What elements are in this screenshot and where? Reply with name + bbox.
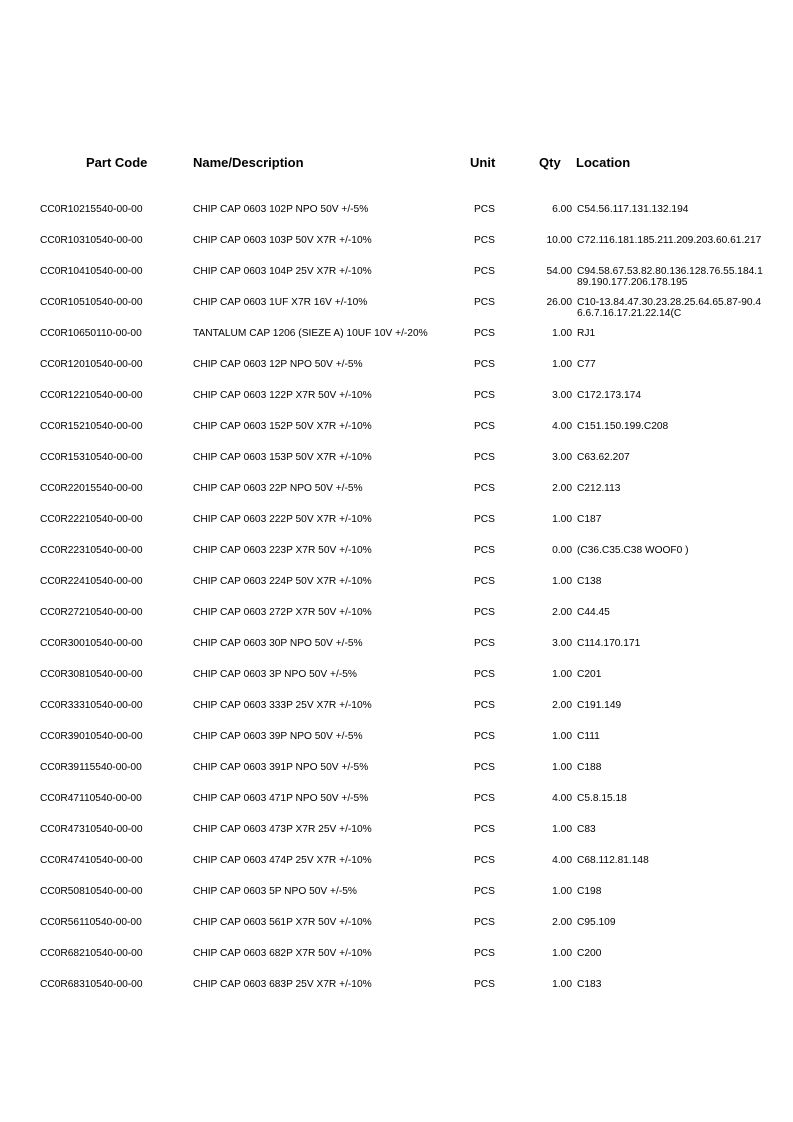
- part-code-cell: CC0R47110540-00-00: [40, 793, 142, 804]
- unit-cell: PCS: [474, 824, 495, 835]
- unit-cell: PCS: [474, 390, 495, 401]
- description-cell: TANTALUM CAP 1206 (SIEZE A) 10UF 10V +/-20%: [193, 328, 428, 339]
- location-cell: C54.56.117.131.132.194: [577, 204, 689, 215]
- part-code-cell: CC0R10650110-00-00: [40, 328, 142, 339]
- location-cell: C63.62.207: [577, 452, 630, 463]
- unit-cell: PCS: [474, 235, 495, 246]
- table-row: [0, 483, 793, 514]
- header-unit: Unit: [470, 155, 496, 170]
- qty-cell: 1.00: [552, 669, 572, 680]
- unit-cell: PCS: [474, 359, 495, 370]
- qty-cell: 1.00: [552, 979, 572, 990]
- unit-cell: PCS: [474, 917, 495, 928]
- qty-cell: 1.00: [552, 762, 572, 773]
- part-code-cell: CC0R30010540-00-00: [40, 638, 143, 649]
- qty-cell: 1.00: [552, 328, 572, 339]
- unit-cell: PCS: [474, 576, 495, 587]
- description-cell: CHIP CAP 0603 39P NPO 50V +/-5%: [193, 731, 363, 742]
- table-row: [0, 266, 793, 297]
- part-code-cell: CC0R27210540-00-00: [40, 607, 143, 618]
- part-code-cell: CC0R50810540-00-00: [40, 886, 143, 897]
- table-row: [0, 297, 793, 328]
- location-cell: C5.8.15.18: [577, 793, 627, 804]
- location-cell: C201: [577, 669, 602, 680]
- header-location: Location: [576, 155, 631, 170]
- table-row: [0, 607, 793, 638]
- part-code-cell: CC0R10215540-00-00: [40, 204, 143, 215]
- location-cell: C114.170.171: [577, 638, 641, 649]
- description-cell: CHIP CAP 0603 103P 50V X7R +/-10%: [193, 235, 372, 246]
- location-cell: C172.173.174: [577, 390, 642, 401]
- location-cell: C10-13.84.47.30.23.28.25.64.65.87-90.46.6.7.16.17.21.22.14(C: [577, 297, 762, 319]
- location-cell: C138: [577, 576, 602, 587]
- unit-cell: PCS: [474, 483, 495, 494]
- header-qty: Qty: [539, 155, 561, 170]
- part-code-cell: CC0R22015540-00-00: [40, 483, 143, 494]
- location-cell: C94.58.67.53.82.80.136.128.76.55.184.189.190.177.206.178.195: [577, 266, 763, 288]
- location-cell: C200: [577, 948, 602, 959]
- location-cell: C191.149: [577, 700, 622, 711]
- part-code-cell: CC0R22210540-00-00: [40, 514, 143, 525]
- part-code-cell: CC0R68210540-00-00: [40, 948, 143, 959]
- table-row: [0, 762, 793, 793]
- unit-cell: PCS: [474, 514, 495, 525]
- qty-cell: 10.00: [546, 235, 572, 246]
- qty-cell: 2.00: [552, 917, 572, 928]
- part-code-cell: CC0R12010540-00-00: [40, 359, 143, 370]
- table-row: [0, 390, 793, 421]
- table-row: [0, 948, 793, 979]
- part-code-cell: CC0R68310540-00-00: [40, 979, 143, 990]
- table-row: [0, 886, 793, 917]
- location-cell: C183: [577, 979, 602, 990]
- part-code-cell: CC0R10510540-00-00: [40, 297, 143, 308]
- header-part-code: Part Code: [86, 155, 148, 170]
- location-cell: C198: [577, 886, 602, 897]
- qty-cell: 54.00: [546, 266, 572, 277]
- part-code-cell: CC0R15210540-00-00: [40, 421, 143, 432]
- description-cell: CHIP CAP 0603 391P NPO 50V +/-5%: [193, 762, 369, 773]
- location-cell: (C36.C35.C38 WOOF0 ): [577, 545, 689, 556]
- qty-cell: 2.00: [552, 700, 572, 711]
- unit-cell: PCS: [474, 762, 495, 773]
- table-row: [0, 204, 793, 235]
- table-row: [0, 700, 793, 731]
- part-code-cell: CC0R22410540-00-00: [40, 576, 143, 587]
- qty-cell: 1.00: [552, 514, 572, 525]
- unit-cell: PCS: [474, 669, 495, 680]
- unit-cell: PCS: [474, 948, 495, 959]
- qty-cell: 3.00: [552, 638, 572, 649]
- qty-cell: 2.00: [552, 607, 572, 618]
- description-cell: CHIP CAP 0603 222P 50V X7R +/-10%: [193, 514, 372, 525]
- part-code-cell: CC0R12210540-00-00: [40, 390, 143, 401]
- unit-cell: PCS: [474, 700, 495, 711]
- qty-cell: 4.00: [552, 421, 572, 432]
- location-cell: C151.150.199.C208: [577, 421, 669, 432]
- part-code-cell: CC0R47410540-00-00: [40, 855, 143, 866]
- table-row: [0, 793, 793, 824]
- unit-cell: PCS: [474, 204, 495, 215]
- unit-cell: PCS: [474, 793, 495, 804]
- description-cell: CHIP CAP 0603 5P NPO 50V +/-5%: [193, 886, 357, 897]
- unit-cell: PCS: [474, 297, 495, 308]
- description-cell: CHIP CAP 0603 223P X7R 50V +/-10%: [193, 545, 372, 556]
- table-row: [0, 731, 793, 762]
- qty-cell: 1.00: [552, 576, 572, 587]
- qty-cell: 26.00: [546, 297, 572, 308]
- unit-cell: PCS: [474, 731, 495, 742]
- qty-cell: 3.00: [552, 452, 572, 463]
- part-code-cell: CC0R39115540-00-00: [40, 762, 142, 773]
- table-row: [0, 638, 793, 669]
- part-code-cell: CC0R56110540-00-00: [40, 917, 142, 928]
- description-cell: CHIP CAP 0603 333P 25V X7R +/-10%: [193, 700, 372, 711]
- table-row: [0, 824, 793, 855]
- qty-cell: 4.00: [552, 793, 572, 804]
- table-row: [0, 855, 793, 886]
- description-cell: CHIP CAP 0603 474P 25V X7R +/-10%: [193, 855, 372, 866]
- qty-cell: 3.00: [552, 390, 572, 401]
- table-row: [0, 979, 793, 1010]
- description-cell: CHIP CAP 0603 224P 50V X7R +/-10%: [193, 576, 372, 587]
- qty-cell: 1.00: [552, 824, 572, 835]
- unit-cell: PCS: [474, 545, 495, 556]
- qty-cell: 4.00: [552, 855, 572, 866]
- table-row: [0, 917, 793, 948]
- location-cell: C95.109: [577, 917, 616, 928]
- location-cell: C188: [577, 762, 602, 773]
- location-cell: C111: [577, 731, 600, 742]
- unit-cell: PCS: [474, 855, 495, 866]
- location-cell: C212.113: [577, 483, 621, 494]
- unit-cell: PCS: [474, 979, 495, 990]
- description-cell: CHIP CAP 0603 30P NPO 50V +/-5%: [193, 638, 363, 649]
- description-cell: CHIP CAP 0603 272P X7R 50V +/-10%: [193, 607, 372, 618]
- part-code-cell: CC0R33310540-00-00: [40, 700, 143, 711]
- description-cell: CHIP CAP 0603 152P 50V X7R +/-10%: [193, 421, 372, 432]
- description-cell: CHIP CAP 0603 22P NPO 50V +/-5%: [193, 483, 363, 494]
- header-name-description: Name/Description: [193, 155, 304, 170]
- qty-cell: 6.00: [552, 204, 572, 215]
- table-row: [0, 576, 793, 607]
- location-cell: C68.112.81.148: [577, 855, 649, 866]
- location-cell: C187: [577, 514, 602, 525]
- description-cell: CHIP CAP 0603 3P NPO 50V +/-5%: [193, 669, 357, 680]
- description-cell: CHIP CAP 0603 102P NPO 50V +/-5%: [193, 204, 369, 215]
- description-cell: CHIP CAP 0603 471P NPO 50V +/-5%: [193, 793, 369, 804]
- table-row: [0, 514, 793, 545]
- part-code-cell: CC0R10310540-00-00: [40, 235, 143, 246]
- table-header: [0, 155, 793, 173]
- table-row: [0, 452, 793, 483]
- qty-cell: 2.00: [552, 483, 572, 494]
- part-code-cell: CC0R30810540-00-00: [40, 669, 143, 680]
- table-row: [0, 421, 793, 452]
- description-cell: CHIP CAP 0603 561P X7R 50V +/-10%: [193, 917, 372, 928]
- qty-cell: 1.00: [552, 359, 572, 370]
- description-cell: CHIP CAP 0603 104P 25V X7R +/-10%: [193, 266, 372, 277]
- part-code-cell: CC0R47310540-00-00: [40, 824, 143, 835]
- unit-cell: PCS: [474, 638, 495, 649]
- bom-table-body: [0, 204, 793, 1010]
- part-code-cell: CC0R15310540-00-00: [40, 452, 143, 463]
- unit-cell: PCS: [474, 328, 495, 339]
- location-cell: C77: [577, 359, 596, 370]
- table-row: [0, 545, 793, 576]
- table-row: [0, 669, 793, 700]
- description-cell: CHIP CAP 0603 12P NPO 50V +/-5%: [193, 359, 363, 370]
- description-cell: CHIP CAP 0603 473P X7R 25V +/-10%: [193, 824, 372, 835]
- qty-cell: 0.00: [552, 545, 572, 556]
- unit-cell: PCS: [474, 452, 495, 463]
- location-cell: C44.45: [577, 607, 610, 618]
- table-row: [0, 359, 793, 390]
- description-cell: CHIP CAP 0603 122P X7R 50V +/-10%: [193, 390, 372, 401]
- description-cell: CHIP CAP 0603 683P 25V X7R +/-10%: [193, 979, 372, 990]
- description-cell: CHIP CAP 0603 682P X7R 50V +/-10%: [193, 948, 372, 959]
- part-code-cell: CC0R10410540-00-00: [40, 266, 143, 277]
- qty-cell: 1.00: [552, 886, 572, 897]
- unit-cell: PCS: [474, 886, 495, 897]
- qty-cell: 1.00: [552, 948, 572, 959]
- part-code-cell: CC0R22310540-00-00: [40, 545, 143, 556]
- location-cell: C83: [577, 824, 596, 835]
- unit-cell: PCS: [474, 421, 495, 432]
- location-cell: RJ1: [577, 328, 596, 339]
- part-code-cell: CC0R39010540-00-00: [40, 731, 143, 742]
- location-cell: C72.116.181.185.211.209.203.60.61.217: [577, 235, 762, 246]
- table-row: [0, 235, 793, 266]
- unit-cell: PCS: [474, 607, 495, 618]
- description-cell: CHIP CAP 0603 153P 50V X7R +/-10%: [193, 452, 372, 463]
- qty-cell: 1.00: [552, 731, 572, 742]
- unit-cell: PCS: [474, 266, 495, 277]
- description-cell: CHIP CAP 0603 1UF X7R 16V +/-10%: [193, 297, 368, 308]
- table-row: [0, 328, 793, 359]
